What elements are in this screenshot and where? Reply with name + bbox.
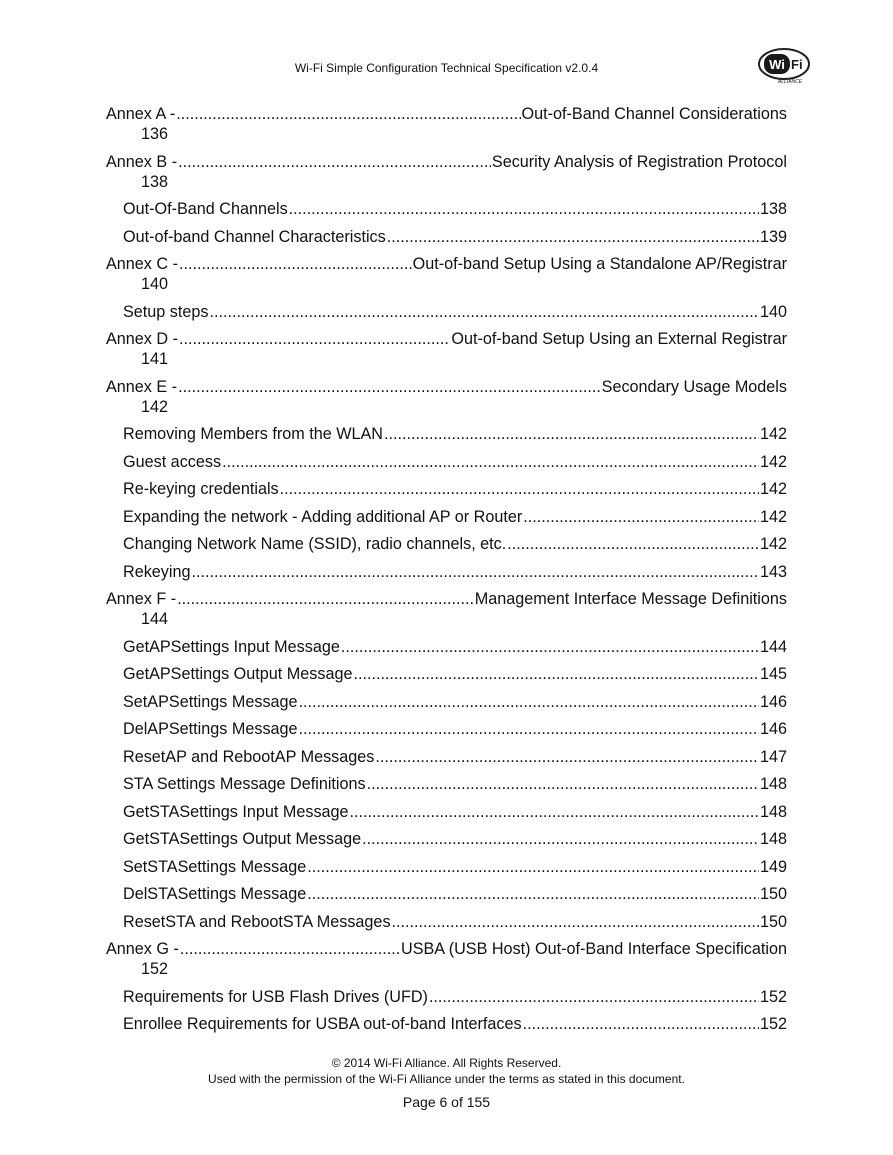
toc-annex-title: Secondary Usage Models — [601, 377, 787, 396]
toc-dot-leader — [392, 912, 759, 932]
toc-section-entry[interactable] — [123, 987, 787, 1007]
toc-page-number: 144 — [759, 637, 787, 656]
toc-page-number: 150 — [759, 912, 787, 931]
toc-section-title: Rekeying — [123, 562, 191, 581]
toc-page-number: 142 — [141, 397, 169, 416]
toc-section-entry[interactable] — [123, 637, 787, 657]
toc-annex-entry[interactable] — [106, 254, 787, 294]
toc-annex-label: Annex B - — [106, 152, 178, 171]
toc-page-number: 148 — [759, 830, 787, 848]
toc-page-number: 142 — [759, 480, 787, 498]
toc-section-title: DelAPSettings Message — [123, 720, 298, 738]
toc-page-number: 152 — [759, 1015, 787, 1033]
toc-section-title: Changing Network Name (SSID), radio channels, etc. — [123, 535, 507, 553]
toc-dot-leader — [307, 857, 759, 877]
toc-dot-leader — [523, 507, 759, 527]
toc-annex-label: Annex G - — [106, 940, 179, 958]
toc-dot-leader — [429, 987, 759, 1007]
toc-section-entry[interactable] — [123, 534, 787, 554]
toc-section-entry[interactable] — [123, 507, 787, 527]
toc-page-number: 141 — [141, 350, 169, 368]
toc-section-title: Setup steps — [123, 302, 209, 321]
toc-page-number: 143 — [759, 562, 787, 581]
toc-section-entry[interactable] — [123, 664, 787, 684]
toc-annex-entry[interactable] — [106, 104, 787, 144]
logo-fi-text: Fi — [791, 57, 803, 72]
toc-section-title: Removing Members from the WLAN — [123, 425, 383, 443]
toc-section-title: SetAPSettings Message — [123, 692, 298, 711]
toc-section-entry[interactable] — [123, 802, 787, 822]
toc-section-entry[interactable] — [123, 857, 787, 877]
toc-page-number: 136 — [141, 125, 169, 143]
toc-section-entry[interactable] — [123, 912, 787, 932]
toc-dot-leader — [362, 829, 759, 849]
toc-page-number: 142 — [759, 507, 787, 526]
toc-section-title: STA Settings Message Definitions — [123, 775, 366, 793]
toc-annex-label: Annex C - — [106, 255, 178, 273]
toc-section-entry[interactable] — [123, 692, 787, 712]
toc-dot-leader — [176, 104, 520, 124]
toc-section-title: GetSTASettings Output Message — [123, 830, 362, 848]
toc-dot-leader — [178, 377, 601, 397]
toc-annex-title: Out-of-band Setup Using an External Registrar — [451, 330, 787, 348]
toc-page-number: 146 — [759, 692, 787, 711]
toc-annex-title: Out-of-band Setup Using a Standalone AP/Registrar — [412, 255, 787, 273]
toc-section-entry[interactable] — [123, 884, 787, 904]
toc-annex-label: Annex A - — [106, 105, 176, 123]
toc-dot-leader — [307, 884, 759, 904]
toc-section-entry[interactable] — [123, 719, 787, 739]
toc-section-title: SetSTASettings Message — [123, 857, 307, 876]
toc-dot-leader — [179, 329, 450, 349]
toc-section-entry[interactable] — [123, 199, 787, 219]
toc-dot-leader — [299, 692, 759, 712]
toc-dot-leader — [210, 302, 759, 322]
toc-page-number: 142 — [759, 452, 787, 471]
toc-page-number: 147 — [759, 747, 787, 766]
toc-page-number: 139 — [759, 227, 787, 246]
toc-dot-leader — [178, 152, 491, 172]
toc-page-number: 146 — [759, 720, 787, 738]
toc-section-entry[interactable] — [123, 747, 787, 767]
toc-annex-title: Management Interface Message Definitions — [474, 590, 787, 608]
toc-dot-leader — [523, 1014, 759, 1034]
toc-section-title: DelSTASettings Message — [123, 885, 307, 903]
toc-annex-entry[interactable] — [106, 152, 787, 192]
footer-copyright: © 2014 Wi-Fi Alliance. All Rights Reserved. — [331, 1056, 562, 1070]
toc-section-title: Out-of-band Channel Characteristics — [123, 227, 386, 246]
toc-dot-leader — [222, 452, 759, 472]
toc-dot-leader — [289, 199, 759, 219]
toc-dot-leader — [375, 747, 759, 767]
toc-dot-leader — [192, 562, 759, 582]
toc-page-number: 140 — [759, 302, 787, 321]
footer-permission: Used with the permission of the Wi-Fi Alliance under the terms as stated in this document. — [208, 1072, 685, 1086]
toc-section-title: ResetSTA and RebootSTA Messages — [123, 912, 391, 931]
toc-section-entry[interactable] — [123, 452, 787, 472]
toc-page-number: 144 — [141, 610, 169, 628]
toc-section-title: ResetAP and RebootAP Messages — [123, 747, 375, 766]
toc-section-title: Out-Of-Band Channels — [123, 200, 288, 218]
toc-dot-leader — [299, 719, 759, 739]
footer — [0, 1055, 893, 1087]
toc-dot-leader — [387, 227, 759, 247]
toc-annex-title: USBA (USB Host) Out-of-Band Interface Specification — [401, 940, 787, 958]
toc-section-entry[interactable] — [123, 227, 787, 247]
toc-page-number: 150 — [759, 885, 787, 903]
toc-page-number: 148 — [759, 775, 787, 793]
toc-section-entry[interactable] — [123, 774, 787, 794]
toc-section-title: Expanding the network - Adding additional AP or Router — [123, 507, 523, 526]
toc-page-number: 140 — [141, 275, 169, 293]
toc-section-entry[interactable] — [123, 1014, 787, 1034]
logo-wi-text: Wi — [769, 57, 785, 72]
toc-dot-leader — [280, 479, 759, 499]
toc-annex-entry[interactable] — [106, 939, 787, 979]
toc-section-title: Guest access — [123, 452, 222, 471]
table-of-contents — [106, 104, 787, 1042]
toc-page-number: 142 — [759, 535, 787, 553]
header-title: Wi-Fi Simple Configuration Technical Specification v2.0.4 — [294, 61, 599, 75]
toc-page-number: 142 — [759, 425, 787, 443]
toc-page-number: 138 — [759, 200, 787, 218]
toc-dot-leader — [341, 637, 759, 657]
page-number: Page 6 of 155 — [402, 1094, 491, 1110]
toc-section-title: GetSTASettings Input Message — [123, 802, 349, 821]
toc-section-title: Re-keying credentials — [123, 480, 279, 498]
wifi-alliance-logo-icon — [756, 48, 812, 86]
toc-dot-leader — [180, 939, 400, 959]
toc-annex-title: Security Analysis of Registration Protocol — [491, 152, 787, 171]
toc-section-title: Enrollee Requirements for USBA out-of-band Interfaces — [123, 1015, 522, 1033]
toc-dot-leader — [384, 424, 759, 444]
toc-dot-leader — [507, 534, 759, 554]
toc-annex-label: Annex E - — [106, 377, 178, 396]
toc-annex-entry[interactable] — [106, 589, 787, 629]
toc-page-number: 149 — [759, 857, 787, 876]
toc-page-number: 148 — [759, 802, 787, 821]
toc-annex-entry[interactable] — [106, 329, 787, 369]
logo-alliance-text: ALLIANCE — [777, 79, 803, 85]
toc-section-title: GetAPSettings Input Message — [123, 637, 340, 656]
toc-dot-leader — [367, 774, 759, 794]
toc-dot-leader — [350, 802, 759, 822]
toc-annex-entry[interactable] — [106, 377, 787, 417]
toc-dot-leader — [353, 664, 759, 684]
toc-section-entry[interactable] — [123, 829, 787, 849]
toc-annex-title: Out-of-Band Channel Considerations — [521, 105, 787, 123]
toc-section-entry[interactable] — [123, 562, 787, 582]
toc-section-title: GetAPSettings Output Message — [123, 665, 353, 683]
toc-section-entry[interactable] — [123, 302, 787, 322]
toc-section-entry[interactable] — [123, 424, 787, 444]
toc-page-number: 152 — [759, 987, 787, 1006]
toc-annex-label: Annex F - — [106, 590, 177, 608]
toc-section-entry[interactable] — [123, 479, 787, 499]
toc-section-title: Requirements for USB Flash Drives (UFD) — [123, 987, 428, 1006]
toc-dot-leader — [179, 254, 412, 274]
toc-page-number: 152 — [141, 960, 169, 978]
toc-page-number: 138 — [141, 172, 169, 191]
toc-page-number: 145 — [759, 665, 787, 683]
toc-dot-leader — [177, 589, 474, 609]
toc-annex-label: Annex D - — [106, 330, 178, 348]
